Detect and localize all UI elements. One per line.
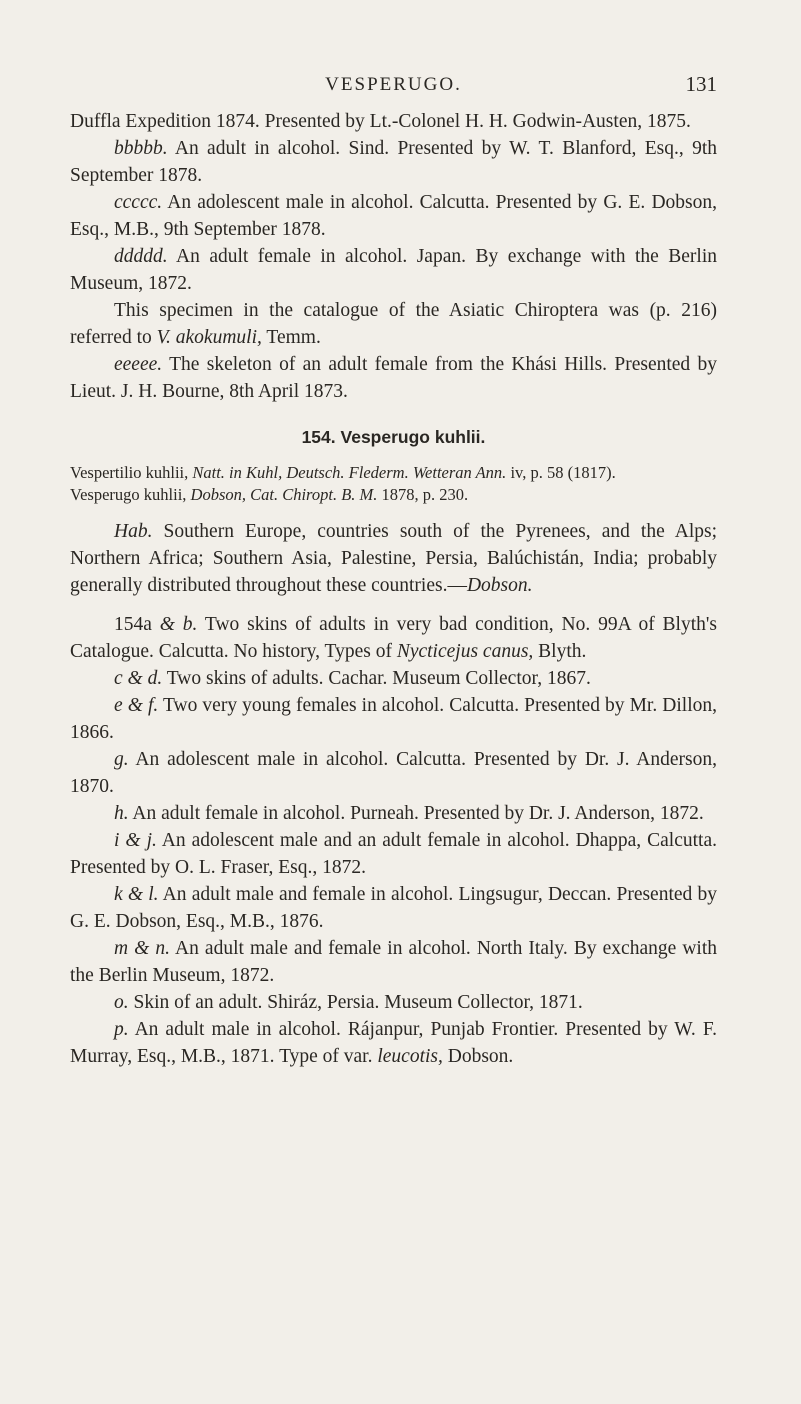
entry-paragraph: bbbbb. An adult in alcohol. Sind. Presented by W. T. Blanford, Esq., 9th September 1878. — [70, 138, 717, 186]
specimen-entry: p. An adult male in alcohol. Rájanpur, Punjab Frontier. Presented by W. F. Murray, Esq., M.B., 1871. Type of var. leucotis, Dobson. — [70, 1019, 717, 1067]
page-header — [70, 60, 717, 108]
specimen-entry: g. An adolescent male in alcohol. Calcutta. Presented by Dr. J. Anderson, 1870. — [70, 749, 717, 797]
specimen-letter: bbbbb. — [114, 138, 168, 159]
specimen-entry: c & d. Two skins of adults. Cachar. Museum Collector, 1867. — [114, 668, 591, 689]
specimen-entry: k & l. An adult male and female in alcohol. Lingsugur, Deccan. Presented by G. E. Dobson, Esq., M.B., 1876. — [70, 884, 717, 932]
entry-paragraph: ddddd. An adult female in alcohol. Japan. By exchange with the Berlin Museum, 1872. — [70, 246, 717, 294]
specimen-entry: i & j. An adolescent male and an adult female in alcohol. Dhappa, Calcutta. Presented by O. L. Fraser, Esq., 1872. — [70, 830, 717, 878]
entry-paragraph: ccccc. An adolescent male in alcohol. Calcutta. Presented by G. E. Dobson, Esq., M.B., 9th September 1878. — [70, 192, 717, 240]
specimen-letter: eeeee. — [114, 354, 163, 375]
running-head: VESPERUGO. — [325, 74, 462, 95]
specimen-letter: ddddd. — [114, 246, 168, 267]
specimen-entry: e & f. Two very young females in alcohol. Calcutta. Presented by Mr. Dillon, 1866. — [70, 695, 717, 743]
specimen-entry: h. An adult female in alcohol. Purneah. Presented by Dr. J. Anderson, 1872. — [114, 803, 704, 824]
synonym-line: Vespertilio kuhlii, Natt. in Kuhl, Deutsch. Flederm. Wetteran Ann. iv, p. 58 (1817). — [70, 463, 616, 482]
entry-paragraph: eeeee. The skeleton of an adult female from the Khási Hills. Presented by Lieut. J. H. Bourne, 8th April 1873. — [70, 354, 717, 402]
species-heading: 154. Vesperugo kuhlii. — [301, 427, 486, 447]
specimen-entry: m & n. An adult male and female in alcohol. North Italy. By exchange with the Berlin Museum, 1872. — [70, 938, 717, 986]
entry-paragraph: This specimen in the catalogue of the Asiatic Chiroptera was (p. 216) referred to V. akokumuli, Temm. — [70, 300, 717, 348]
habitat-paragraph: Hab. Southern Europe, countries south of the Pyrenees, and the Alps; Northern Africa; Southern Asia, Palestine, Persia, Balúchistán, India; probably generally distributed throughout these countries.—Dobson. — [70, 521, 717, 596]
entry-paragraph: Duffla Expedition 1874. Presented by Lt.-Colonel H. H. Godwin-Austen, 1875. — [70, 111, 691, 132]
specimen-entry: 154a & b. Two skins of adults in very bad condition, No. 99A of Blyth's Catalogue. Calcutta. No history, Types of Nycticejus canus, Blyth. — [70, 614, 717, 662]
specimen-letter: ccccc. — [114, 192, 163, 213]
specimen-entry: o. Skin of an adult. Shiráz, Persia. Museum Collector, 1871. — [114, 992, 583, 1013]
spacer — [70, 599, 717, 611]
spacer — [70, 506, 717, 518]
page-number: 131 — [685, 72, 717, 96]
synonym-line: Vesperugo kuhlii, Dobson, Cat. Chiropt. B. M. 1878, p. 230. — [70, 485, 469, 504]
